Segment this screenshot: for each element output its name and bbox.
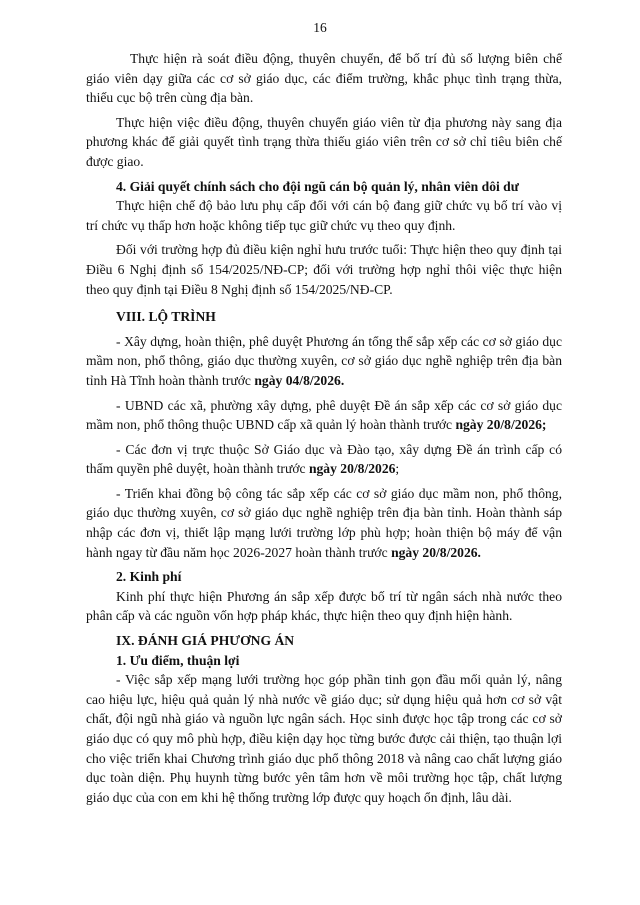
paragraph-advantages: - Việc sắp xếp mạng lưới trường học góp phần tinh gọn đầu mối quản lý, nâng cao hiệu lực, hiệu quả quản lý nhà nước về giáo dục; sử dụng hiệu quả hơn cơ sở vật chất, đội ngũ nhà giáo và nguồn lực ngân sách. Học sinh được học tập trong các cơ sở giáo dục có quy mô phù hợp, điều kiện dạy học từng bước được cải thiện, tạo thuận lợi cho việc triển khai Chương trình giáo dục phổ thông 2018 và nâng cao chất lượng giáo dục toàn diện. Phụ huynh từng bước yên tâm hơn về môi trường học tập, chất lượng giáo dục của con em khi hệ thống trường lớp được quy hoạch ổn định, lâu dài. [86,672,562,805]
roadmap-item-4-date: ngày 20/8/2026. [391,544,481,560]
roadmap-item-2-text: - UBND các xã, phường xây dựng, phê duyệt Đề án sắp xếp các cơ sở giáo dục mầm non, phổ thông thuộc UBND cấp xã quản lý hoàn thành trước [86,397,562,433]
roadmap-item-3-text: - Các đơn vị trực thuộc Sở Giáo dục và Đào tạo, xây dựng Đề án trình cấp có thẩm quyền phê duyệt, hoàn thành trước [86,441,562,477]
roadmap-item-2 [86,396,562,435]
roadmap-item-4-text: - Triển khai đồng bộ công tác sắp xếp các cơ sở giáo dục mầm non, phổ thông, giáo dục thường xuyên, cơ sở giáo dục nghề nghiệp trên địa bàn tỉnh. Hoàn thành sáp nhập các đơn vị, thiết lập mạng lưới trường lớp phù hợp; hoàn thiện bộ máy để vận hành ngay từ đầu năm học 2026-2027 hoàn thành trước [86,485,562,560]
document-body [86,49,562,807]
section-heading-funding: 2. Kinh phí [116,569,182,585]
roadmap-item-1 [86,332,562,391]
roadmap-item-3 [86,440,562,479]
paragraph-transfer: Thực hiện việc điều động, thuyên chuyển giáo viên từ địa phương này sang địa phương khác để giải quyết tình trạng thừa thiếu giáo viên trên cơ sở chỉ tiêu biên chế được giao. [86,114,562,169]
section-heading-4: 4. Giải quyết chính sách cho đội ngũ cán bộ quản lý, nhân viên dôi dư [116,178,519,194]
page-number: 16 [313,20,327,35]
paragraph-redeployment: Thực hiện rà soát điều động, thuyên chuyển, để bố trí đủ số lượng biên chế giáo viên dạy giữa các cơ sở giáo dục, các điểm trường, khắc phục tình trạng thừa, thiếu cục bộ trên cùng địa bàn. [86,51,562,106]
roadmap-item-1-date: ngày 04/8/2026. [254,372,345,388]
roadmap-item-4 [86,484,562,562]
paragraph-funding: Kinh phí thực hiện Phương án sắp xếp được bố trí từ ngân sách nhà nước theo phân cấp và các nguồn vốn hợp pháp khác, thực hiện theo quy định hiện hành. [86,588,562,624]
roadmap-item-2-date: ngày 20/8/2026; [455,417,547,433]
paragraph-allowance: Thực hiện chế độ bảo lưu phụ cấp đối với cán bộ đang giữ chức vụ bố trí vào vị trí chức vụ thấp hơn hoặc không tiếp tục giữ chức vụ theo quy định. [86,198,562,233]
section-heading-viii: VIII. LỘ TRÌNH [116,309,216,325]
section-heading-advantages: 1. Ưu điểm, thuận lợi [116,652,240,668]
section-heading-ix: IX. ĐÁNH GIÁ PHƯƠNG ÁN [116,633,295,649]
roadmap-item-3-end: ; [395,461,400,477]
roadmap-item-3-date: ngày 20/8/2026 [308,461,396,477]
paragraph-early-retirement: Đối với trường hợp đủ điều kiện nghỉ hưu trước tuổi: Thực hiện theo quy định tại Điều 6 Nghị định số 154/2025/NĐ-CP; đối với trường hợp nghỉ thôi việc thực hiện theo quy định tại Điều 8 Nghị định số 154/2025/NĐ-CP. [86,242,562,297]
roadmap-item-1-text: - Xây dựng, hoàn thiện, phê duyệt Phương án tổng thể sắp xếp các cơ sở giáo dục mầm non, phổ thông, giáo dục thường xuyên, cơ sở giáo dục nghề nghiệp trên địa bàn tỉnh Hà Tĩnh hoàn thành trước [86,333,562,388]
